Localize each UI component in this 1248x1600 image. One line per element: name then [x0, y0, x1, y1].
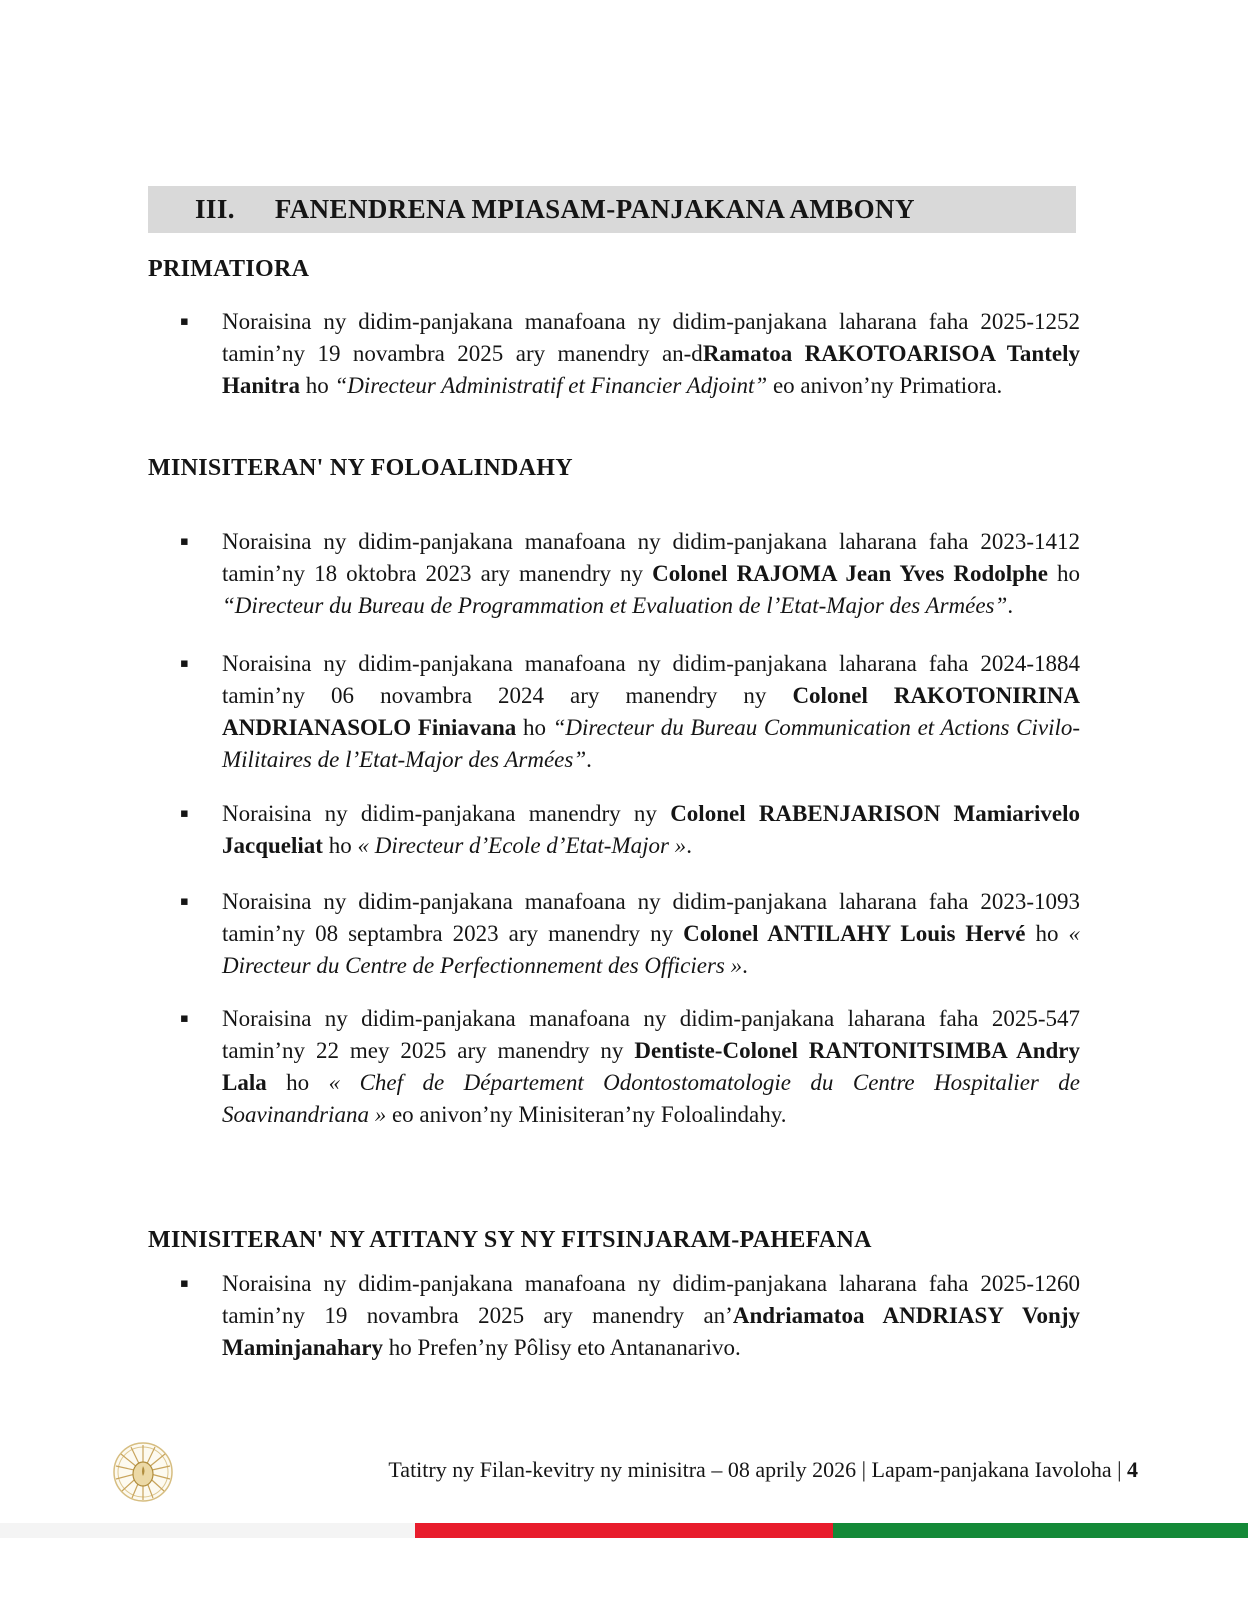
section-heading: MINISITERAN' NY ATITANY SY NY FITSINJARAM-PAHEFANA [148, 1227, 872, 1253]
bullet-text: Noraisina ny didim-panjakana manafoana ny didim-panjakana laharana faha 2025-547 tamin’ny 22 mey 2025 ary manendry ny Dentiste-Colonel RANTONITSIMBA Andry Lala ho « Chef de Département Odontostomatologie du Centre Hospitalier de Soavinandriana » eo anivon’ny Minisiteran’ny Foloalindahy. [222, 1006, 1081, 1127]
page-number: 4 [1127, 1457, 1138, 1482]
section-heading: PRIMATIORA [148, 256, 310, 282]
bullet-square-icon: ▪ [180, 534, 189, 549]
flag-stripe-green [833, 1523, 1248, 1538]
bullet-square-icon: ▪ [180, 1011, 189, 1026]
bullet-square-icon: ▪ [180, 1276, 189, 1291]
bullet-square-icon: ▪ [180, 656, 189, 671]
bullet-text: Noraisina ny didim-panjakana manendry ny Colonel RABENJARISON Mamiarivelo Jacqueliat ho « Directeur d’Ecole d’Etat-Major ». [222, 801, 1081, 858]
flag-stripe [0, 1523, 1248, 1538]
bullet-square-icon: ▪ [180, 314, 189, 329]
bullet-text: Noraisina ny didim-panjakana manafoana ny didim-panjakana laharana faha 2024-1884 tamin’ny 06 novambra 2024 ary manendry ny Colonel RAKOTONIRINA ANDRIANASOLO Finiavana ho “Directeur du Bureau Communication et Actions Civilo-Militaires de l’Etat-Major des Armées”. [222, 651, 1081, 772]
title-numeral: III. [195, 194, 235, 224]
bullet-item [148, 526, 1080, 622]
document-body [148, 233, 1080, 1364]
bullet-item [148, 798, 1080, 862]
flag-stripe-gray [0, 1523, 415, 1538]
bullet-square-icon: ▪ [180, 806, 189, 821]
page-title: FANENDRENA MPIASAM-PANJAKANA AMBONY [274, 194, 915, 224]
bullet-text: Noraisina ny didim-panjakana manafoana ny didim-panjakana laharana faha 2023-1412 tamin’ny 18 oktobra 2023 ary manendry ny Colonel RAJOMA Jean Yves Rodolphe ho “Directeur du Bureau de Programmation et Evaluation de l’Etat-Major des Armées”. [222, 529, 1081, 618]
page-footer [388, 1455, 1138, 1485]
bullet-item [148, 886, 1080, 982]
bullet-text: Noraisina ny didim-panjakana manafoana ny didim-panjakana laharana faha 2025-1260 tamin’ny 19 novambra 2025 ary manendry an’Andriamatoa ANDRIASY Vonjy Maminjanahary ho Prefen’ny Pôlisy eto Antananarivo. [222, 1271, 1080, 1360]
bullet-item [148, 1268, 1080, 1364]
bullet-text: Noraisina ny didim-panjakana manafoana ny didim-panjakana laharana faha 2023-1093 tamin’ny 08 septambra 2023 ary manendry ny Colonel ANTILAHY Louis Hervé ho « Directeur du Centre de Perfectionnement des Officiers ». [222, 889, 1081, 978]
ministry-seal-logo [110, 1438, 176, 1504]
bullet-item [148, 648, 1080, 776]
sun-seal-icon [110, 1438, 176, 1504]
bullet-text: Noraisina ny didim-panjakana manafoana ny didim-panjakana laharana faha 2025-1252 tamin’ny 19 novambra 2025 ary manendry an-dRamatoa RAKOTOARISOA Tantely Hanitra ho “Directeur Administratif et Financier Adjoint” eo anivon’ny Primatiora. [222, 309, 1080, 398]
bullet-item [148, 306, 1080, 402]
bullet-square-icon: ▪ [180, 894, 189, 909]
flag-stripe-red [415, 1523, 833, 1538]
footer-caption: Tatitry ny Filan-kevitry ny minisitra – 08 aprily 2026 | Lapam-panjakana Iavoloha | [388, 1457, 1127, 1482]
document-title-banner [148, 186, 1076, 233]
bullet-item [148, 1003, 1080, 1131]
section-heading: MINISITERAN' NY FOLOALINDAHY [148, 455, 573, 481]
